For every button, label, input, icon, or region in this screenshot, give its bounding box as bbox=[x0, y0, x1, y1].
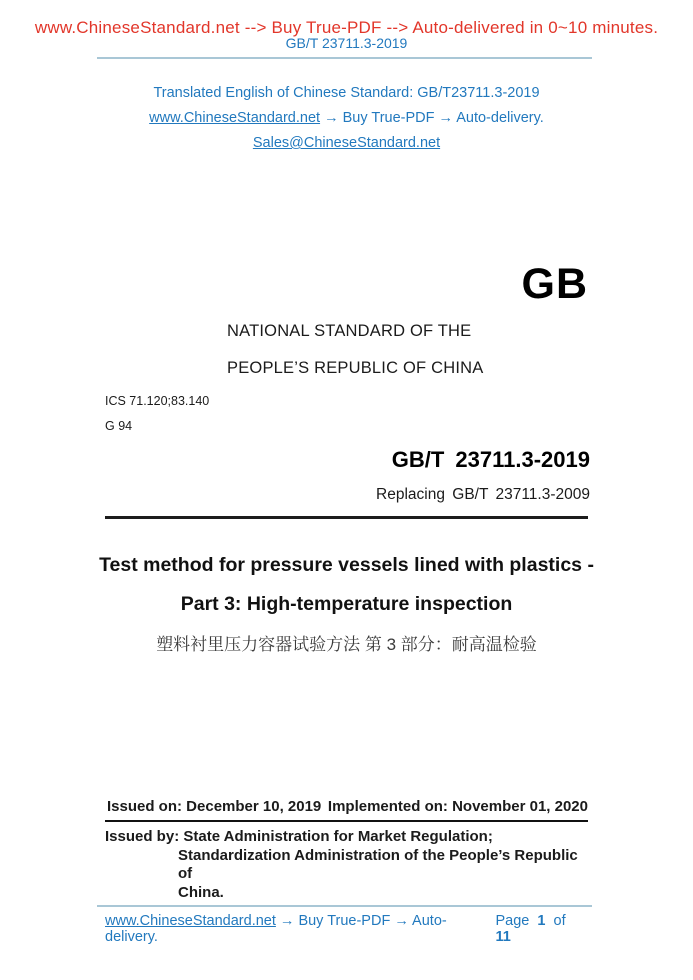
buy-line-rest: → Buy True-PDF → Auto-delivery. bbox=[320, 110, 544, 126]
issued-by-authority1: State Administration for Market Regulation; bbox=[183, 828, 493, 845]
buy-line bbox=[0, 110, 693, 126]
chinesestandard-link[interactable]: www.ChineseStandard.net bbox=[149, 110, 321, 126]
page-total: 11 bbox=[495, 929, 511, 945]
standard-number: GB/T 23711.3-2019 bbox=[391, 447, 590, 472]
promo-banner: www.ChineseStandard.net --> Buy True-PDF --> Auto-delivered in 0~10 minutes. bbox=[34, 18, 659, 37]
title-english-line1: Test method for pressure vessels lined with plastics - bbox=[99, 554, 594, 576]
page-current: 1 bbox=[537, 913, 546, 929]
national-standard-line1: NATIONAL STANDARD OF THE bbox=[227, 322, 472, 340]
header-divider bbox=[97, 57, 592, 59]
replacing-note: Replacing GB/T 23711.3-2009 bbox=[376, 486, 590, 503]
footer-divider bbox=[97, 905, 592, 907]
standard-number-divider bbox=[105, 516, 588, 519]
g-classification-code: G 94 bbox=[105, 419, 133, 433]
issuance-dates-row bbox=[107, 798, 588, 815]
doc-code-header: GB/T 23711.3-2019 bbox=[285, 35, 408, 51]
issued-on-date: Issued on: December 10, 2019 bbox=[107, 798, 322, 815]
implemented-on-date: Implemented on: November 01, 2020 bbox=[327, 798, 588, 815]
page-indicator bbox=[496, 913, 589, 945]
email-line bbox=[0, 135, 693, 151]
ics-code: ICS 71.120;83.140 bbox=[105, 394, 210, 408]
page-of-label: of bbox=[553, 913, 566, 929]
page-label: Page bbox=[495, 913, 530, 929]
national-standard-line2: PEOPLE’S REPUBLIC OF CHINA bbox=[227, 359, 484, 377]
issued-by-label: Issued by: bbox=[105, 828, 184, 845]
sales-email-link[interactable]: Sales@ChineseStandard.net bbox=[252, 135, 441, 151]
title-english-line2: Part 3: High-temperature inspection bbox=[180, 593, 513, 615]
footer-chinesestandard-link[interactable]: www.ChineseStandard.net bbox=[105, 913, 276, 929]
issued-by-line1 bbox=[105, 828, 595, 847]
footer-buy-rest: → Buy True-PDF → Auto-delivery. bbox=[105, 913, 447, 945]
issued-by-line3: China. bbox=[178, 883, 224, 901]
gb-logo: GB bbox=[521, 260, 588, 308]
footer bbox=[105, 913, 588, 945]
issued-by-line2: Standardization Administration of the People’s Republic of bbox=[178, 846, 578, 882]
issued-by-block bbox=[105, 828, 595, 902]
issuance-divider bbox=[105, 820, 588, 822]
translated-standard-line: Translated English of Chinese Standard: GB/T23711.3-2019 bbox=[153, 85, 540, 101]
title-chinese: 塑料衬里压力容器试验方法 第 3 部分：耐高温检验 bbox=[156, 635, 537, 654]
footer-buy-line bbox=[105, 913, 496, 945]
